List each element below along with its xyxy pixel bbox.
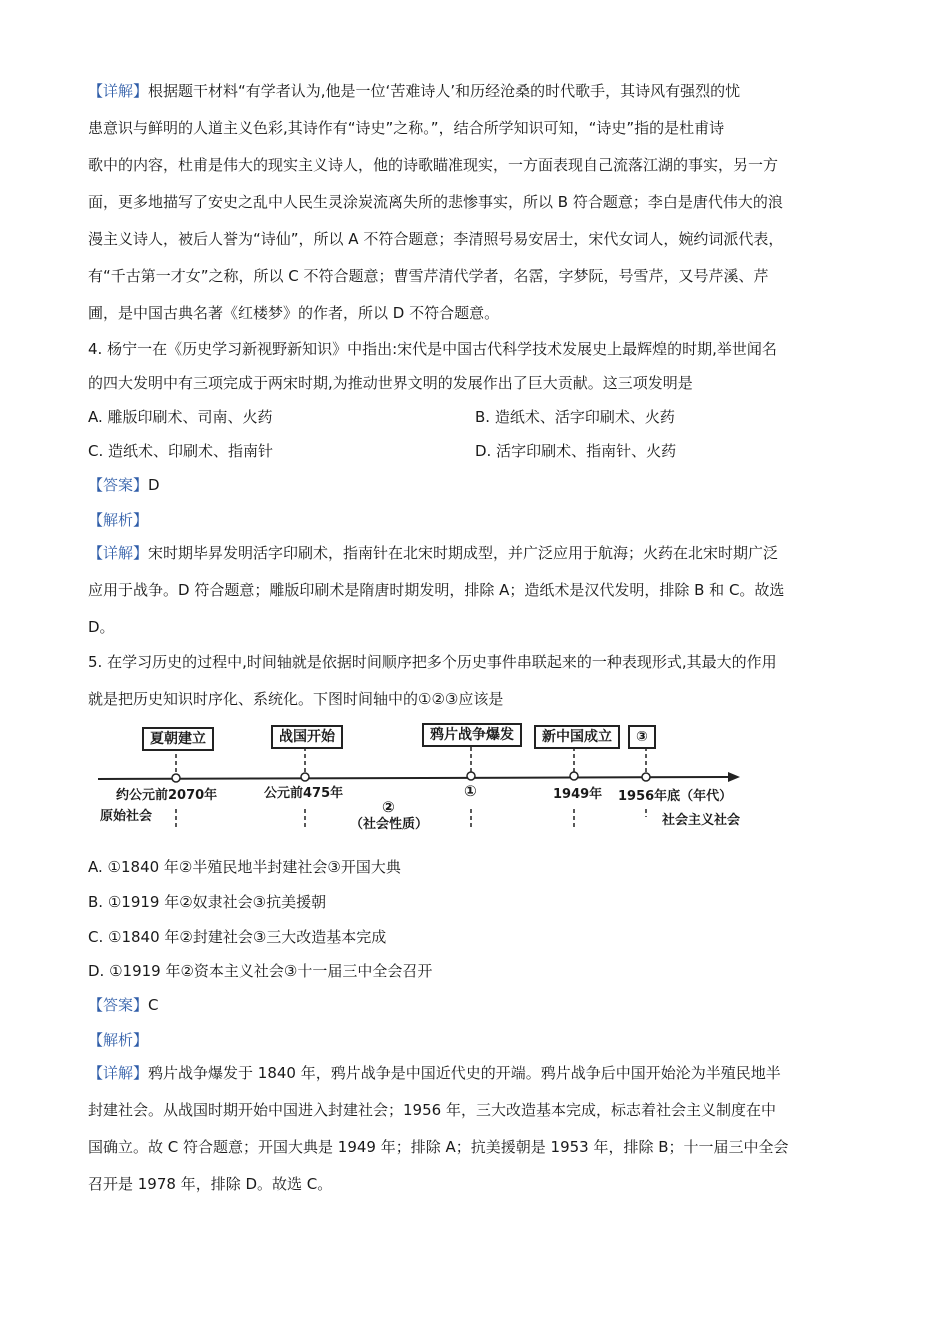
timeline-box-warring-states: 战国开始: [271, 725, 343, 749]
q4-option-d: D. 活字印刷术、指南针、火药: [475, 442, 677, 460]
q4-option-c: C. 造纸术、印刷术、指南针: [88, 442, 274, 460]
timeline-figure: [88, 717, 768, 837]
timeline-date-1: 约公元前2070年: [116, 788, 218, 803]
timeline-box-opium-war: 鸦片战争爆发: [422, 723, 522, 747]
q5-option-a: A. ①1840 年②半殖民地半封建社会③开国大典: [88, 858, 401, 876]
timeline-middle-label: ②: [382, 798, 395, 816]
q5-stem-line-1: 5. 在学习历史的过程中,时间轴就是依据时间顺序把多个历史事件串联起来的一种表现形式,其最大的作用: [88, 653, 777, 671]
q4-detail-line-3: D。: [88, 618, 115, 636]
timeline-left-era: 原始社会: [100, 809, 153, 824]
q5-stem-line-2: 就是把历史知识时序化、系统化。下图时间轴中的①②③应该是: [88, 690, 504, 708]
q5-detail-line-2: 封建社会。从战国时期开始中国进入封建社会；1956 年，三大改造基本完成，标志着社会主义制度在中: [88, 1101, 776, 1119]
q5-detail-line-3: 国确立。故 C 符合题意；开国大典是 1949 年；排除 A；抗美援朝是 1953 年，排除 B；十一届三中全会: [88, 1138, 789, 1156]
timeline-box-3: ③: [628, 725, 656, 749]
timeline-point-1: [172, 774, 180, 782]
timeline-middle-sub: （社会性质）: [350, 817, 429, 832]
timeline-date-4: 1949年: [553, 787, 603, 802]
q5-option-b: B. ①1919 年②奴隶社会③抗美援朝: [88, 893, 327, 911]
timeline-date-2: 公元前475年: [264, 786, 344, 801]
detail-label: 【详解】: [88, 82, 149, 100]
timeline-point-2: [301, 773, 309, 781]
q3-detail-line-7: 圃，是中国古典名著《红楼梦》的作者，所以 D 不符合题意。: [88, 304, 500, 322]
q5-option-c: C. ①1840 年②封建社会③三大改造基本完成: [88, 928, 387, 946]
q3-detail-line-6: 有“千古第一才女”之称，所以 C 不符合题意；曹雪芹清代学者，名霑，字梦阮，号雪芹，又号芹溪、芹: [88, 267, 769, 285]
q4-stem-line-2: 的四大发明中有三项完成于两宋时期,为推动世界文明的发展作出了巨大贡献。这三项发明是: [88, 374, 693, 392]
q4-stem-line-1: 4. 杨宁一在《历史学习新视野新知识》中指出:宋代是中国古代科学技术发展史上最辉煌的时期,举世闻名: [88, 340, 777, 358]
q4-answer: 【答案】D: [88, 476, 160, 494]
timeline-right-era: 社会主义社会: [662, 813, 741, 828]
q5-detail-line-4: 召开是 1978 年，排除 D。故选 C。: [88, 1175, 333, 1193]
q5-answer: 【答案】C: [88, 996, 159, 1014]
timeline-point-4: [570, 772, 578, 780]
q4-option-a: A. 雕版印刷术、司南、火药: [88, 408, 273, 426]
q5-option-d: D. ①1919 年②资本主义社会③十一届三中全会召开: [88, 962, 433, 980]
timeline-arrow: [728, 772, 740, 782]
q4-analysis-label: 【解析】: [88, 511, 149, 529]
q5-detail-line-1: 【详解】鸦片战争爆发于 1840 年，鸦片战争是中国近代史的开端。鸦片战争后中国开始沦为半殖民地半: [88, 1064, 781, 1082]
q3-detail-line-5: 漫主义诗人，被后人誉为“诗仙”，所以 A 不符合题意；李清照号易安居士，宋代女词人，婉约词派代表，: [88, 230, 784, 248]
timeline-date-1-circled: ①: [464, 782, 477, 800]
q3-detail-line-3: 歌中的内容，杜甫是伟大的现实主义诗人，他的诗歌瞄准现实，一方面表现自己流落江湖的事实，另一方: [88, 156, 779, 174]
q4-option-b: B. 造纸术、活字印刷术、火药: [475, 408, 675, 426]
q4-detail-line-1: 【详解】宋时期毕昇发明活字印刷术，指南针在北宋时期成型，并广泛应用于航海；火药在北宋时期广泛: [88, 544, 779, 562]
timeline-point-5: [642, 773, 650, 781]
timeline-point-3: [467, 772, 475, 780]
q4-detail-line-2: 应用于战争。D 符合题意；雕版印刷术是隋唐时期发明，排除 A；造纸术是汉代发明，排除 B 和 C。故选: [88, 581, 785, 599]
q3-detail-line-1: 【详解】根据题干材料“有学者认为,他是一位‘苦难诗人’和历经沧桑的时代歌手，其诗风有强烈的忧: [88, 82, 741, 100]
timeline-box-prc: 新中国成立: [534, 725, 620, 749]
timeline-box-xia: 夏朝建立: [142, 727, 214, 751]
timeline-date-5: 1956年底（年代）: [618, 789, 733, 804]
q3-detail-line-4: 面，更多地描写了安史之乱中人民生灵涂炭流离失所的悲惨事实，所以 B 符合题意；李白是唐代伟大的浪: [88, 193, 783, 211]
q3-detail-line-2: 患意识与鲜明的人道主义色彩,其诗作有“诗史”之称。”，结合所学知识可知，“诗史”指的是杜甫诗: [88, 119, 725, 137]
timeline-axis: [98, 777, 728, 779]
q5-analysis-label: 【解析】: [88, 1031, 149, 1049]
